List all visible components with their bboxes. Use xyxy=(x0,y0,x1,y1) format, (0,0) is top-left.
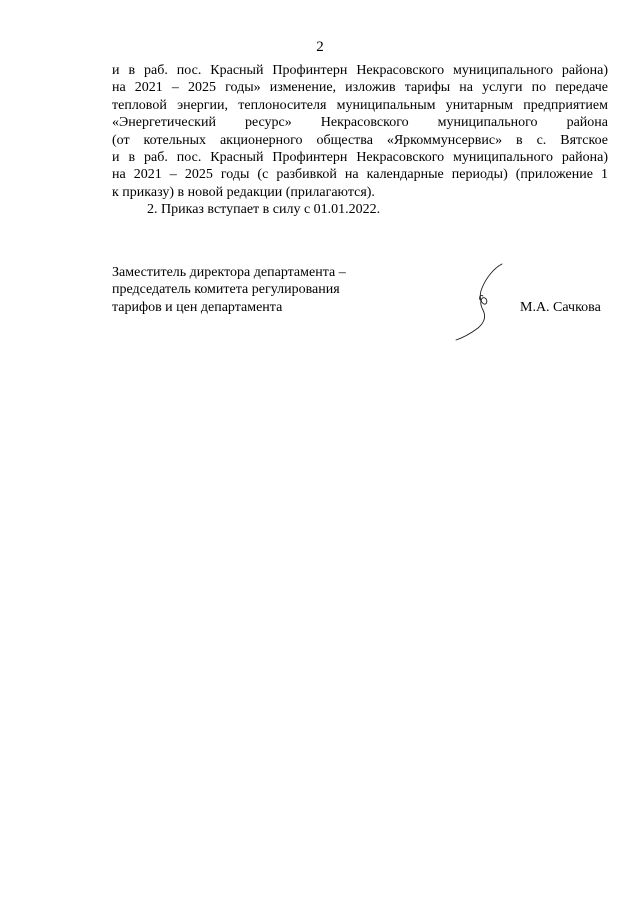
paragraph-1-line: к приказу) в новой редакции (прилагаются). xyxy=(112,184,375,200)
signatory-position xyxy=(112,264,412,316)
paragraph-1-line: и в раб. пос. Красный Профинтерн Некрасовского муниципального района) xyxy=(112,63,608,78)
paragraph-1-line: на 2021 – 2025 годы» изменение, изложив тарифы на услуги по передаче xyxy=(112,80,608,96)
signatory-position-line: председатель комитета регулирования xyxy=(112,282,340,298)
paragraph-1-line: и в раб. пос. Красный Профинтерн Некрасовского муниципального района) xyxy=(112,150,608,166)
paragraph-1-line: тепловой энергии, теплоносителя муниципальным унитарным предприятием xyxy=(112,97,608,113)
signatory-position-line: тарифов и цен департамента xyxy=(112,299,283,315)
paragraph-1-line: «Энергетический ресурс» Некрасовского муниципального района xyxy=(112,115,608,131)
paragraph-2: 2. Приказ вступает в силу с 01.01.2022. xyxy=(147,202,381,218)
signatory-name: М.А. Сачкова xyxy=(520,300,601,315)
paragraph-1-line: (от котельных акционерного общества «Яркоммунсервис» в с. Вятское xyxy=(112,132,608,148)
signatory-position-line: Заместитель директора департамента – xyxy=(112,265,346,280)
handwritten-signature xyxy=(450,258,510,342)
document-body xyxy=(112,62,608,219)
page-number: 2 xyxy=(316,39,324,55)
paragraph-1-line: на 2021 – 2025 годы (с разбивкой на календарные периоды) (приложение 1 xyxy=(112,167,608,183)
